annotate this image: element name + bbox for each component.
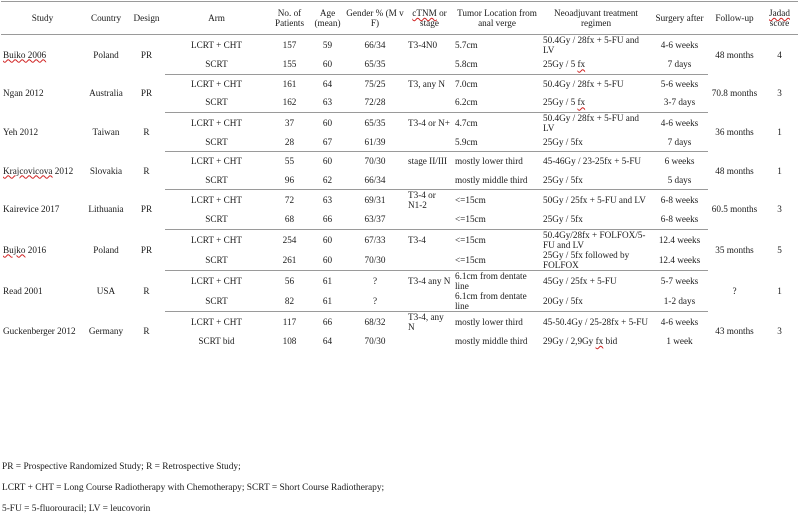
surgery-cell: 5-6 weeks (660, 78, 699, 89)
arm-cell: SCRT bid (198, 336, 235, 346)
gender-cell: 65/35 (364, 117, 386, 128)
study-cell: Guckenberger 2012 (3, 325, 76, 336)
stage-cell: T3-4 (408, 234, 426, 245)
patients-cell: 68 (268, 210, 311, 229)
age-cell: 60 (311, 250, 344, 271)
study-comparison-table (1, 1, 798, 351)
gender-cell: ? (344, 291, 406, 312)
gender-cell: 68/32 (364, 316, 386, 327)
header-regimen: Neoadjuvant treatment regimen (541, 2, 651, 35)
surgery-cell: 4-6 weeks (660, 316, 699, 327)
location-cell: 7.0cm (455, 78, 478, 89)
stage-cell (406, 250, 453, 271)
study-year: 2012 (52, 165, 74, 176)
regimen-cell: 50Gy / 25fx + 5-FU and LV (543, 195, 646, 205)
surgery-cell: 12.4 weeks (658, 234, 701, 245)
location-cell: <=15cm (453, 250, 541, 271)
header-ctnm (406, 2, 453, 35)
country-cell: Slovakia (89, 165, 123, 176)
country-cell: Germany (88, 325, 124, 336)
regimen-text: 25Gy / 5 (543, 59, 578, 70)
stage-cell (406, 210, 453, 229)
age-cell: 66 (311, 210, 344, 229)
location-cell: mostly lower third (455, 156, 523, 167)
study-cell (1, 229, 84, 270)
study-cell: Kairevice 2017 (3, 204, 60, 215)
header-row (1, 2, 798, 35)
design-cell: PR (140, 49, 153, 60)
jadad-cell: 1 (777, 165, 782, 176)
age-cell: 62 (311, 171, 344, 190)
regimen-fx: fx (577, 97, 586, 108)
footnote-drugs: 5-FU = 5-fluorouracil; LV = leucovorin (2, 504, 151, 514)
patients-cell: 28 (268, 133, 311, 152)
age-cell: 60 (322, 234, 333, 245)
gender-cell: 66/34 (344, 171, 406, 190)
table-row (1, 270, 798, 291)
regimen-cell: 20Gy / 5fx (541, 291, 651, 312)
location-cell: mostly middle third (455, 336, 528, 346)
regimen-fx: fx (577, 59, 586, 70)
arm-cell: LCRT + CHT (191, 316, 242, 327)
header-followup: Follow-up (708, 2, 761, 35)
header-gender: Gender % (M v F) (344, 2, 406, 35)
design-cell: PR (140, 88, 153, 98)
patients-cell: 37 (284, 117, 295, 128)
arm-cell: SCRT (165, 93, 268, 112)
surgery-cell: 5 days (651, 171, 708, 190)
surgery-cell: 12.4 weeks (651, 250, 708, 271)
age-cell: 64 (322, 336, 333, 346)
gender-cell: 75/25 (364, 78, 386, 89)
regimen-cell: 25Gy / 5fx (541, 133, 651, 152)
patients-cell: 155 (268, 55, 311, 74)
location-cell: mostly lower third (455, 316, 523, 327)
study-cell: Read 2001 (3, 285, 43, 296)
country-cell: USA (96, 285, 116, 296)
arm-cell: SCRT (165, 210, 268, 229)
study-cell: Ngan 2012 (3, 88, 44, 98)
jadad-cell: 3 (777, 88, 782, 98)
gender-cell: 70/30 (344, 250, 406, 271)
stage-cell (406, 291, 453, 312)
patients-cell: 162 (268, 93, 311, 112)
regimen-cell: 45-50.4Gy / 25-28fx + 5-FU (543, 316, 648, 327)
stage-cell: T3-4N0 (408, 40, 438, 50)
surgery-cell: 7 days (651, 55, 708, 74)
design-cell: R (143, 165, 150, 176)
followup-cell: 70.8 months (711, 88, 758, 98)
stage-cell (406, 171, 453, 190)
gender-cell: 70/30 (364, 156, 386, 167)
location-cell: 6.1cm from dentate line (453, 291, 541, 312)
location-cell: <=15cm (455, 195, 486, 205)
header-age: Age (mean) (311, 2, 344, 35)
patients-cell: 56 (284, 275, 295, 286)
stage-cell: T3, any N (408, 78, 445, 89)
followup-cell: 43 months (715, 325, 754, 336)
jadad-cell: 1 (777, 126, 782, 137)
gender-cell: ? (372, 275, 378, 286)
stage-cell: T3-4, any N (408, 311, 444, 332)
stage-cell: stage II/III (408, 156, 448, 167)
study-table-container (1, 1, 798, 351)
design-cell: R (143, 126, 150, 137)
header-jadad-word: Jadad (769, 8, 790, 18)
regimen-cell (541, 55, 651, 74)
study-cell (1, 35, 84, 75)
patients-cell: 161 (282, 78, 297, 89)
location-cell: 5.7cm (455, 40, 478, 50)
followup-cell: 60.5 months (711, 204, 758, 215)
patients-cell: 117 (282, 316, 297, 327)
arm-cell: LCRT + CHT (191, 275, 242, 286)
age-cell: 60 (322, 156, 333, 167)
surgery-cell: 7 days (651, 133, 708, 152)
followup-cell: 48 months (715, 165, 754, 176)
age-cell: 67 (311, 133, 344, 152)
followup-cell: 48 months (715, 49, 754, 60)
stage-cell: T3-4 or N+ (408, 117, 450, 128)
patients-cell: 72 (284, 195, 295, 205)
location-cell: 4.7cm (455, 117, 478, 128)
table-row (1, 74, 798, 93)
gender-cell: 69/31 (364, 195, 386, 205)
study-cell: Yeh 2012 (3, 126, 39, 137)
surgery-cell: 1 week (666, 336, 693, 346)
arm-cell: SCRT (165, 291, 268, 312)
gender-cell: 72/28 (344, 93, 406, 112)
arm-cell: SCRT (165, 55, 268, 74)
stage-cell (406, 133, 453, 152)
regimen-cell (541, 93, 651, 112)
table-row (1, 35, 798, 56)
header-arm: Arm (165, 2, 268, 35)
age-cell: 63 (311, 93, 344, 112)
followup-cell: 35 months (715, 244, 754, 255)
regimen-cell: 50.4Gy/28fx + FOLFOX/5-FU and LV (543, 229, 646, 250)
regimen-cell (541, 332, 651, 351)
location-cell: mostly middle third (453, 171, 541, 190)
arm-cell: SCRT (165, 133, 268, 152)
regimen-cell: 45-46Gy / 23-25fx + 5-FU (543, 156, 642, 167)
surgery-cell: 6-8 weeks (651, 210, 708, 229)
surgery-cell: 3-7 days (651, 93, 708, 112)
arm-cell: SCRT (165, 250, 268, 271)
table-row (1, 229, 798, 250)
study-cell (1, 152, 84, 190)
gender-cell: 61/39 (344, 133, 406, 152)
footnote-design: PR = Prospective Randomized Study; R = Retrospective Study; (2, 462, 241, 472)
age-cell: 63 (322, 195, 333, 205)
stage-cell: T3-4 or N1-2 (408, 190, 436, 210)
study-year: 2016 (25, 244, 47, 255)
header-design: Design (128, 2, 165, 35)
patients-cell: 157 (282, 40, 297, 50)
regimen-cell: 25Gy / 5fx (541, 210, 651, 229)
jadad-cell: 3 (777, 204, 782, 215)
arm-cell: LCRT + CHT (191, 195, 242, 205)
regimen-fx: fx (595, 336, 604, 346)
arm-cell: LCRT + CHT (191, 40, 242, 50)
patients-cell: 96 (268, 171, 311, 190)
gender-cell: 70/30 (364, 336, 386, 346)
arm-cell: SCRT (165, 171, 268, 190)
study-name: Bujko (3, 244, 26, 255)
arm-cell: LCRT + CHT (191, 117, 242, 128)
regimen-suffix: bid (603, 336, 618, 346)
regimen-cell: 50.4Gy / 28fx + 5-FU and LV (543, 35, 640, 55)
regimen-cell: 50.4Gy / 28fx + 5-FU (543, 78, 624, 89)
table-row (1, 112, 798, 133)
stage-cell (406, 55, 453, 74)
followup-cell: 36 months (715, 126, 754, 137)
patients-cell: 261 (268, 250, 311, 271)
study-name: Krajcovicova (3, 165, 53, 176)
table-row (1, 311, 798, 332)
surgery-cell: 6-8 weeks (660, 195, 699, 205)
location-cell: 6.2cm (453, 93, 541, 112)
country-cell: Poland (93, 244, 119, 255)
patients-cell: 254 (282, 234, 297, 245)
table-row (1, 190, 798, 211)
age-cell: 60 (311, 55, 344, 74)
jadad-cell: 3 (777, 325, 782, 336)
gender-cell: 65/35 (344, 55, 406, 74)
design-cell: PR (140, 244, 153, 255)
regimen-cell: 25Gy / 5fx (541, 171, 651, 190)
age-cell: 61 (322, 275, 333, 286)
country-cell: Australia (89, 88, 123, 98)
patients-cell: 82 (268, 291, 311, 312)
surgery-cell: 4-6 weeks (660, 117, 699, 128)
header-location: Tumor Location from anal verge (453, 2, 541, 35)
header-patients: No. of Patients (268, 2, 311, 35)
location-cell: <=15cm (455, 234, 486, 245)
stage-cell: T3-4 any N (408, 275, 451, 286)
regimen-cell: 45Gy / 25fx + 5-FU (543, 275, 617, 286)
header-ctnm-word: cTNM (412, 8, 437, 18)
jadad-cell: 1 (777, 285, 782, 296)
stage-cell (406, 332, 453, 351)
header-study: Study (1, 2, 84, 35)
patients-cell: 108 (282, 336, 297, 346)
design-cell: PR (140, 204, 153, 215)
age-cell: 64 (322, 78, 333, 89)
age-cell: 59 (322, 40, 333, 50)
location-cell: 6.1cm from dentate line (455, 270, 527, 291)
design-cell: R (143, 325, 150, 336)
design-cell: R (143, 285, 150, 296)
surgery-cell: 4-6 weeks (660, 40, 699, 50)
header-country: Country (84, 2, 128, 35)
location-cell: 5.9cm (453, 133, 541, 152)
arm-cell: LCRT + CHT (191, 234, 242, 245)
age-cell: 66 (322, 316, 333, 327)
header-jadad-rest: score (769, 18, 790, 28)
study-name: Buiko 2006 (3, 49, 47, 60)
gender-cell: 66/34 (364, 40, 386, 50)
table-row (1, 152, 798, 171)
country-cell: Lithuania (88, 204, 124, 215)
age-cell: 61 (311, 291, 344, 312)
arm-cell: LCRT + CHT (191, 78, 242, 89)
footnote-arms: LCRT + CHT = Long Course Radiotherapy with Chemotherapy; SCRT = Short Course Radiotherapy; (2, 483, 385, 493)
location-cell: 5.8cm (453, 55, 541, 74)
header-jadad (761, 2, 798, 35)
arm-cell: LCRT + CHT (191, 156, 242, 167)
patients-cell: 55 (284, 156, 295, 167)
surgery-cell: 5-7 weeks (660, 275, 699, 286)
stage-cell (406, 93, 453, 112)
country-cell: Taiwan (92, 126, 120, 137)
country-cell: Poland (93, 49, 119, 60)
surgery-cell: 6 weeks (664, 156, 695, 167)
regimen-text: 29Gy / 2,9Gy (543, 336, 596, 346)
regimen-cell: 25Gy / 5fx followed by FOLFOX (541, 250, 651, 271)
regimen-text: 25Gy / 5 (543, 97, 578, 108)
followup-cell: ? (732, 285, 737, 296)
jadad-cell: 4 (777, 49, 782, 60)
surgery-cell: 1-2 days (651, 291, 708, 312)
header-surgery: Surgery after (651, 2, 708, 35)
location-cell: <=15cm (453, 210, 541, 229)
jadad-cell: 5 (777, 244, 782, 255)
gender-cell: 63/37 (344, 210, 406, 229)
footnotes (2, 461, 384, 524)
header-ctnm-rest: or stage (420, 8, 447, 28)
gender-cell: 67/33 (364, 234, 386, 245)
regimen-cell: 50.4Gy / 28fx + 5-FU and LV (543, 112, 640, 133)
age-cell: 60 (322, 117, 333, 128)
